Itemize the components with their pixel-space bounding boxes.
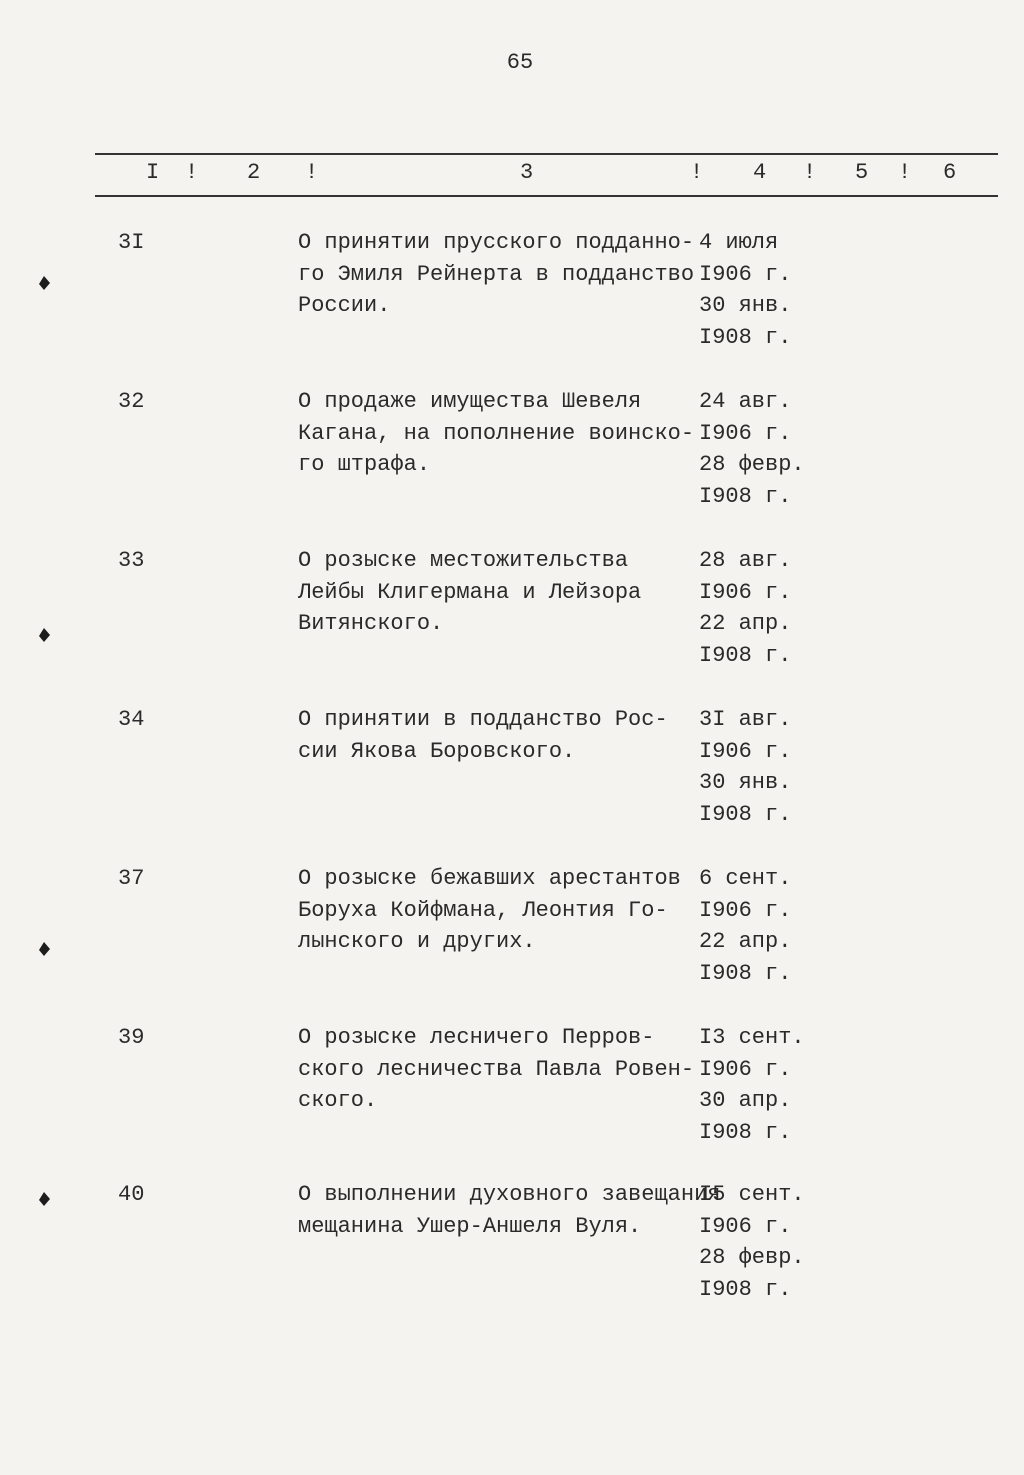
row-description [298, 545, 641, 640]
description-line: О продаже имущества Шевеля [298, 389, 642, 414]
row-dates [699, 386, 805, 512]
row-dates [699, 1022, 805, 1148]
row-number: 37 [118, 866, 145, 891]
column-header-3: 3 [520, 160, 534, 185]
date-line: I908 г. [699, 1276, 792, 1302]
column-separator: ! [305, 160, 319, 185]
date-line: I3 сент. [699, 1025, 805, 1050]
date-line: I908 г. [699, 960, 792, 986]
punch-hole-mark [36, 627, 52, 643]
row-description [298, 863, 681, 958]
description-line: Витянского. [298, 611, 444, 636]
column-header-4: 4 [753, 160, 767, 185]
date-line: 22 апр. [699, 929, 792, 954]
description-line: мещанина Ушер-Аншеля Вуля. [298, 1213, 642, 1239]
date-line: 24 авг. [699, 389, 792, 414]
date-line: I908 г. [699, 642, 792, 668]
description-line: Лейбы Клигермана и Лейзора [298, 579, 642, 605]
table-header-top-rule [95, 153, 998, 155]
column-separator: ! [185, 160, 199, 185]
row-dates [699, 545, 791, 671]
description-line: го штрафа. [298, 452, 431, 477]
row-description [298, 386, 694, 481]
column-separator: ! [898, 160, 912, 185]
description-line: О принятии прусского подданно- [298, 230, 695, 255]
description-line: О розыске местожительства [298, 548, 629, 573]
date-line: I5 сент. [699, 1182, 805, 1207]
description-line: ского. [298, 1088, 378, 1113]
description-line: О выполнении духовного завещания [298, 1182, 721, 1207]
row-dates [699, 863, 791, 989]
date-line: I906 г. [699, 1056, 792, 1082]
row-number: 39 [118, 1025, 145, 1050]
description-line: сии Якова Боровского. [298, 738, 576, 764]
table-row [0, 1022, 1024, 1162]
row-description [298, 227, 694, 322]
table-row [0, 863, 1024, 1003]
date-line: I908 г. [699, 1119, 792, 1145]
description-line: О розыске бежавших арестантов [298, 866, 681, 891]
row-number: 34 [118, 707, 145, 732]
date-line: I906 г. [699, 738, 792, 764]
row-dates [699, 1179, 805, 1305]
description-line: Кагана, на пополнение воинско- [298, 420, 695, 446]
row-description [298, 1179, 720, 1242]
date-line: I906 г. [699, 1213, 792, 1239]
date-line: 30 янв. [699, 770, 792, 795]
description-line: О розыске лесничего Перров- [298, 1025, 655, 1050]
date-line: 4 июля [699, 230, 779, 255]
date-line: 22 апр. [699, 611, 792, 636]
page-number: 65 [506, 50, 534, 75]
date-line: 3I авг. [699, 707, 792, 732]
row-number: 32 [118, 389, 145, 414]
date-line: I906 г. [699, 420, 792, 446]
date-line: 28 февр. [699, 452, 805, 477]
date-line: 6 сент. [699, 866, 792, 891]
date-line: I908 г. [699, 801, 792, 827]
row-number: 33 [118, 548, 145, 573]
row-number: 3I [118, 230, 145, 255]
column-header-2: 2 [247, 160, 261, 185]
row-number: 40 [118, 1182, 145, 1207]
table-row [0, 386, 1024, 526]
punch-hole-mark [36, 941, 52, 957]
description-line: О принятии в подданство Рос- [298, 707, 668, 732]
table-row [0, 545, 1024, 685]
date-line: I908 г. [699, 324, 792, 350]
description-line: го Эмиля Рейнерта в подданство [298, 261, 695, 287]
punch-hole-mark [36, 275, 52, 291]
column-header-1: I [146, 160, 160, 185]
row-description [298, 704, 668, 767]
column-header-6: 6 [943, 160, 957, 185]
punch-hole-mark [36, 1191, 52, 1207]
description-line: ского лесничества Павла Ровен- [298, 1056, 695, 1082]
date-line: 28 февр. [699, 1245, 805, 1270]
table-row [0, 227, 1024, 367]
column-separator: ! [803, 160, 817, 185]
table-header-bottom-rule [95, 195, 998, 197]
table-row [0, 1179, 1024, 1319]
column-header-5: 5 [855, 160, 869, 185]
date-line: I906 г. [699, 897, 792, 923]
row-description [298, 1022, 694, 1117]
date-line: 28 авг. [699, 548, 792, 573]
table-row [0, 704, 1024, 844]
date-line: I906 г. [699, 579, 792, 605]
description-line: лынского и других. [298, 929, 536, 954]
description-line: России. [298, 293, 391, 318]
date-line: 30 янв. [699, 293, 792, 318]
date-line: I906 г. [699, 261, 792, 287]
date-line: I908 г. [699, 483, 792, 509]
description-line: Боруха Койфмана, Леонтия Го- [298, 897, 668, 923]
row-dates [699, 704, 791, 830]
date-line: 30 апр. [699, 1088, 792, 1113]
row-dates [699, 227, 791, 353]
column-separator: ! [690, 160, 704, 185]
